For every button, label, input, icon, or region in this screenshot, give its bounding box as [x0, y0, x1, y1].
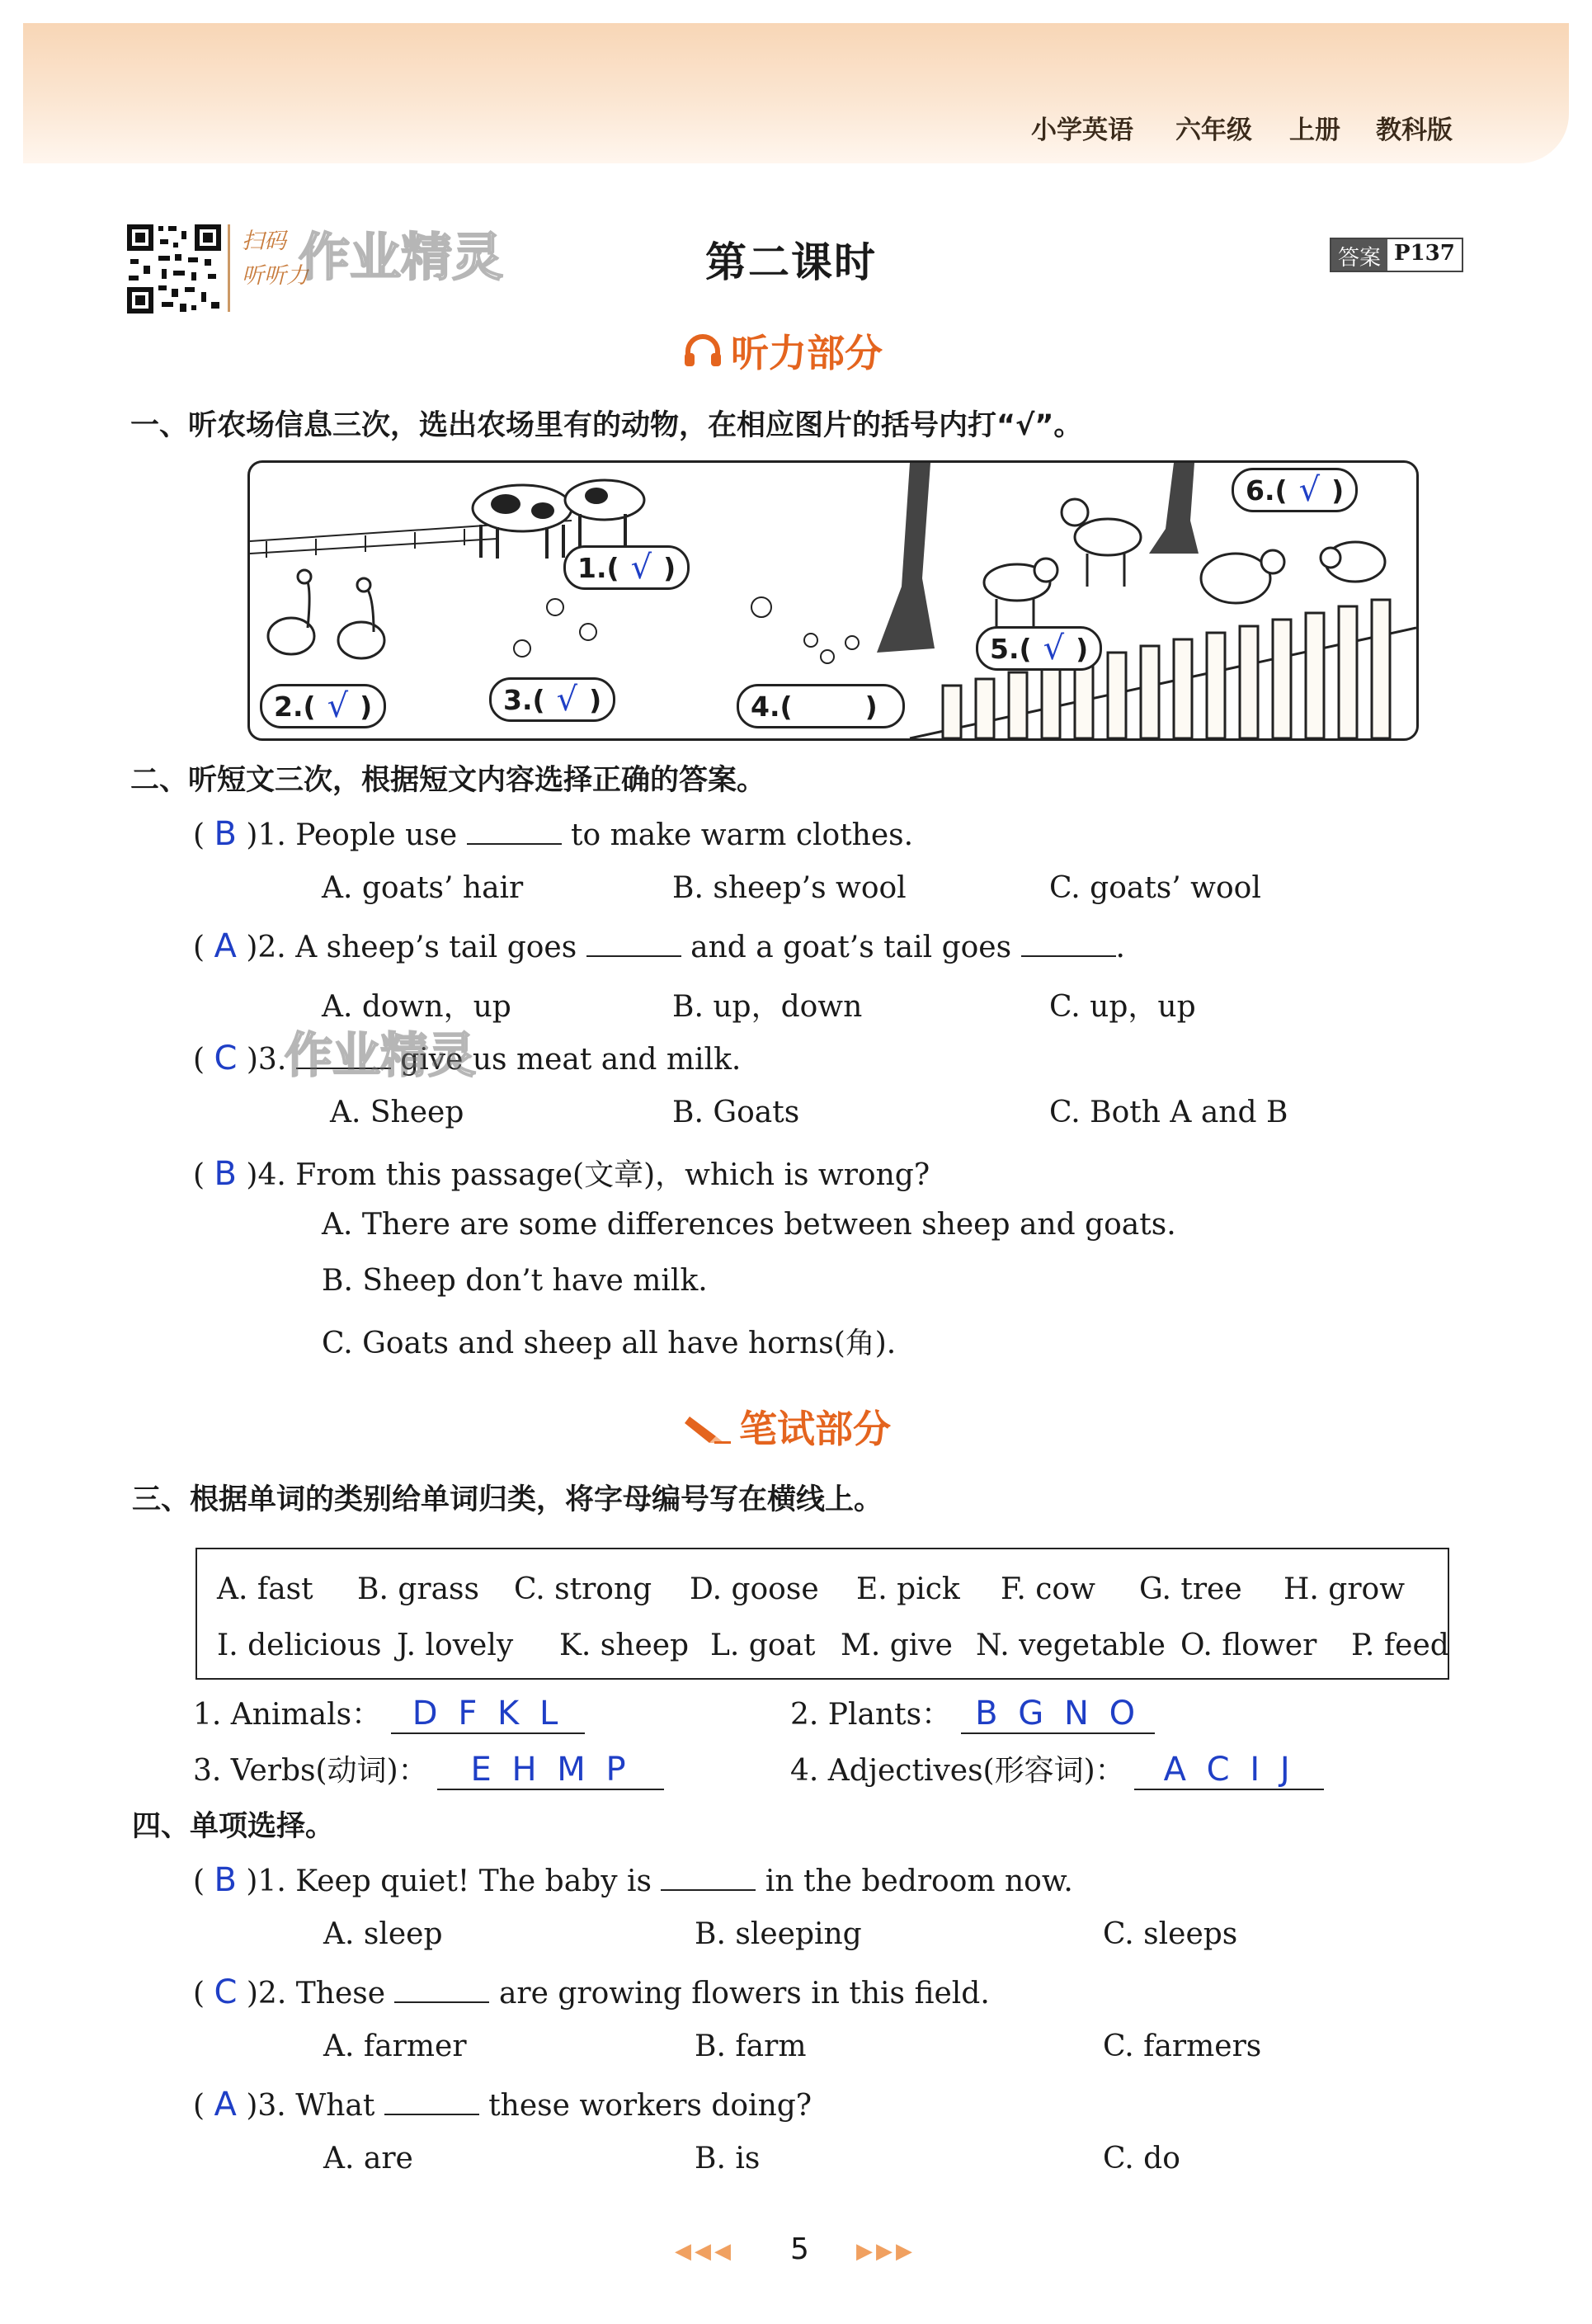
listening-heading-text: 听力部分	[731, 331, 883, 375]
page-number: 5	[790, 2232, 809, 2266]
q4-1-option-a: A. sleep	[323, 1917, 443, 1951]
choice-tag-6[interactable]	[1232, 468, 1358, 512]
blank-line	[394, 1977, 489, 2003]
q2-1-option-a: A. goats’ hair	[322, 871, 524, 905]
q2-3-option-a: A. Sheep	[330, 1096, 464, 1129]
q4-item-3	[193, 2086, 812, 2124]
paren-open: (	[193, 1977, 214, 2011]
q-num: )3.	[246, 2089, 286, 2123]
category-plants	[790, 1691, 1155, 1734]
word-bank	[195, 1548, 1449, 1680]
q2-item-2	[193, 927, 1125, 965]
blank-line	[1021, 931, 1116, 957]
headphones-icon	[683, 333, 723, 368]
q4-2-option-b: B. farm	[695, 2029, 807, 2063]
q-stem: .	[1115, 931, 1125, 964]
q4-2-option-a: A. farmer	[323, 2029, 467, 2063]
q2-1-option-c: C. goats’ wool	[1049, 871, 1261, 905]
q4-1-option-c: C. sleeps	[1103, 1917, 1238, 1951]
farm-picture	[247, 460, 1419, 741]
tick-mark: √	[327, 687, 349, 725]
word-item: C. strong	[514, 1572, 652, 1606]
q3-title: 三、根据单词的类别给单词归类，将字母编号写在横线上。	[132, 1483, 883, 1516]
q2-title: 二、听短文三次，根据短文内容选择正确的答案。	[130, 764, 766, 797]
word-item: N. vegetable	[976, 1629, 1166, 1662]
q-stem: in the bedroom now.	[765, 1864, 1073, 1898]
q2-2-option-a: A. down，up	[322, 990, 511, 1024]
answer-mark[interactable]: C	[214, 1973, 238, 2011]
q4-item-1	[193, 1861, 1073, 1899]
blank-line	[661, 1864, 756, 1891]
q2-4-option-a: A. There are some differences between sheep and goats.	[322, 1208, 1176, 1242]
lesson-title: 第二课时	[705, 238, 877, 286]
next-arrows-icon: ▶▶▶	[856, 2239, 916, 2264]
tag-close: )	[589, 683, 602, 716]
q-stem: A sheep’s tail goes	[295, 931, 577, 964]
q4-3-option-b: B. is	[695, 2142, 761, 2176]
tag-close: )	[663, 551, 676, 584]
word-item: A. fast	[217, 1572, 313, 1606]
choice-tag-1[interactable]	[563, 545, 690, 590]
answer-mark[interactable]: B	[214, 1155, 237, 1193]
paren-open: (	[193, 818, 214, 852]
chick-icon	[514, 597, 859, 663]
answer-mark[interactable]: B	[214, 1861, 237, 1899]
blank-line	[586, 931, 681, 957]
word-item: L. goat	[710, 1629, 816, 1662]
word-item: M. give	[841, 1629, 953, 1662]
choice-tag-2[interactable]	[260, 684, 386, 728]
paren-open: (	[193, 1158, 214, 1192]
choice-tag-4[interactable]	[737, 684, 905, 728]
word-item: B. grass	[357, 1572, 480, 1606]
category-answer[interactable]: E H M P	[437, 1751, 664, 1790]
word-item: J. lovely	[397, 1629, 514, 1662]
tick-mark: √	[1298, 471, 1321, 509]
q4-3-option-a: A. are	[323, 2142, 413, 2176]
word-item: E. pick	[856, 1572, 960, 1606]
answer-mark[interactable]: A	[214, 927, 237, 965]
tag-num: 6.(	[1246, 474, 1288, 507]
q-stem: are growing flowers in this field.	[498, 1977, 990, 2011]
q-num: )4.	[246, 1158, 286, 1192]
tag-close: )	[864, 690, 878, 723]
tag-num: 4.(	[751, 690, 793, 723]
tag-num: 1.(	[577, 551, 619, 584]
word-item: K. sheep	[559, 1629, 690, 1662]
watermark-middle: 作业精灵	[285, 1027, 477, 1083]
category-verbs	[193, 1747, 664, 1790]
choice-tag-3[interactable]	[489, 677, 615, 722]
answer-ref[interactable]	[1330, 238, 1463, 272]
q2-2-option-b: B. up，down	[672, 990, 863, 1024]
word-item: I. delicious	[217, 1629, 382, 1662]
q-stem: these workers doing?	[488, 2089, 812, 2123]
blank-line	[384, 2089, 479, 2115]
answer-mark[interactable]: A	[214, 2086, 237, 2124]
category-animals	[193, 1691, 585, 1734]
writing-heading	[685, 1399, 891, 1454]
q-num: )1.	[246, 1864, 286, 1898]
scan-label-line2: 听听力	[242, 263, 309, 289]
q4-2-option-c: C. farmers	[1103, 2029, 1262, 2063]
category-adjectives	[790, 1747, 1324, 1790]
q-stem: Keep quiet! The baby is	[295, 1864, 652, 1898]
goose-icon	[268, 570, 384, 658]
q4-1-option-b: B. sleeping	[695, 1917, 862, 1951]
category-label: 4. Adjectives(形容词)：	[790, 1754, 1125, 1788]
q-stem: to make warm clothes.	[571, 818, 914, 852]
tick-mark: √	[630, 549, 652, 587]
answer-ref-page: P137	[1394, 241, 1455, 266]
pencil-icon	[685, 1408, 731, 1445]
writing-heading-text: 笔试部分	[739, 1407, 891, 1451]
scan-label-line1: 扫码	[242, 229, 286, 254]
word-item: G. tree	[1139, 1572, 1242, 1606]
tag-num: 3.(	[503, 683, 545, 716]
paren-open: (	[193, 931, 214, 964]
q2-1-option-b: B. sheep’s wool	[672, 871, 907, 905]
q2-3-option-c: C. Both A and B	[1049, 1096, 1288, 1129]
qr-code[interactable]	[125, 223, 223, 315]
q-num: )2.	[246, 931, 286, 964]
blank-line	[467, 818, 562, 845]
header-subject: 小学英语	[1031, 115, 1133, 145]
q-stem: and a goat’s tail goes	[690, 931, 1012, 964]
tick-mark: √	[1043, 629, 1065, 667]
tag-close: )	[1331, 474, 1345, 507]
q-stem: give us meat and milk.	[400, 1043, 742, 1077]
choice-tag-5[interactable]	[976, 626, 1102, 671]
category-label: 1. Animals：	[193, 1698, 382, 1732]
prev-arrows-icon: ◀◀◀	[675, 2239, 734, 2264]
tag-close: )	[1076, 632, 1089, 665]
q-stem: What	[295, 2089, 375, 2123]
q-stem: These	[295, 1977, 386, 2011]
word-item: F. cow	[1001, 1572, 1095, 1606]
watermark-top: 作业精灵	[299, 227, 504, 287]
header-edition: 教科版	[1376, 115, 1453, 145]
tick-mark: √	[556, 681, 578, 719]
q-stem: From this passage(文章)，which is wrong?	[295, 1158, 930, 1192]
word-item: O. flower	[1180, 1629, 1317, 1662]
q2-4-option-c: C. Goats and sheep all have horns(角).	[322, 1327, 897, 1360]
q4-item-2	[193, 1973, 990, 2011]
q4-title: 四、单项选择。	[132, 1810, 335, 1843]
word-item: D. goose	[690, 1572, 819, 1606]
category-answer[interactable]: A C I J	[1134, 1751, 1324, 1790]
header-grade: 六年级	[1175, 115, 1252, 145]
q2-item-1	[193, 815, 913, 853]
goat-icon	[984, 499, 1141, 632]
q-num: )3.	[246, 1043, 287, 1077]
answer-ref-label: 答案	[1331, 239, 1387, 271]
tag-num: 5.(	[990, 632, 1032, 665]
q-num: )2.	[246, 1977, 287, 2011]
paren-open: (	[193, 1043, 214, 1077]
answer-mark[interactable]: C	[214, 1039, 238, 1077]
category-answer[interactable]: D F K L	[391, 1695, 585, 1734]
word-item: H. grow	[1283, 1572, 1406, 1606]
listening-heading	[683, 323, 883, 378]
q4-3-option-c: C. do	[1103, 2142, 1180, 2176]
category-label: 3. Verbs(动词)：	[193, 1754, 428, 1788]
q1-title: 一、听农场信息三次，选出农场里有的动物，在相应图片的括号内打“√”。	[130, 409, 1083, 442]
paren-open: (	[193, 2089, 214, 2123]
header-volume: 上册	[1289, 115, 1340, 145]
q2-item-4	[193, 1152, 930, 1194]
q-num: )1.	[246, 818, 286, 852]
paren-open: (	[193, 1864, 214, 1898]
sheep-icon	[1201, 542, 1385, 603]
word-item: P. feed	[1351, 1629, 1449, 1662]
q2-3-option-b: B. Goats	[672, 1096, 800, 1129]
q2-4-option-b: B. Sheep don’t have milk.	[322, 1264, 708, 1298]
category-label: 2. Plants：	[790, 1698, 952, 1732]
category-answer[interactable]: B G N O	[961, 1695, 1155, 1734]
q2-2-option-c: C. up，up	[1049, 990, 1196, 1024]
tag-num: 2.(	[274, 690, 316, 723]
tag-close: )	[360, 690, 373, 723]
answer-mark[interactable]: B	[214, 815, 237, 853]
q-stem: People use	[295, 818, 458, 852]
